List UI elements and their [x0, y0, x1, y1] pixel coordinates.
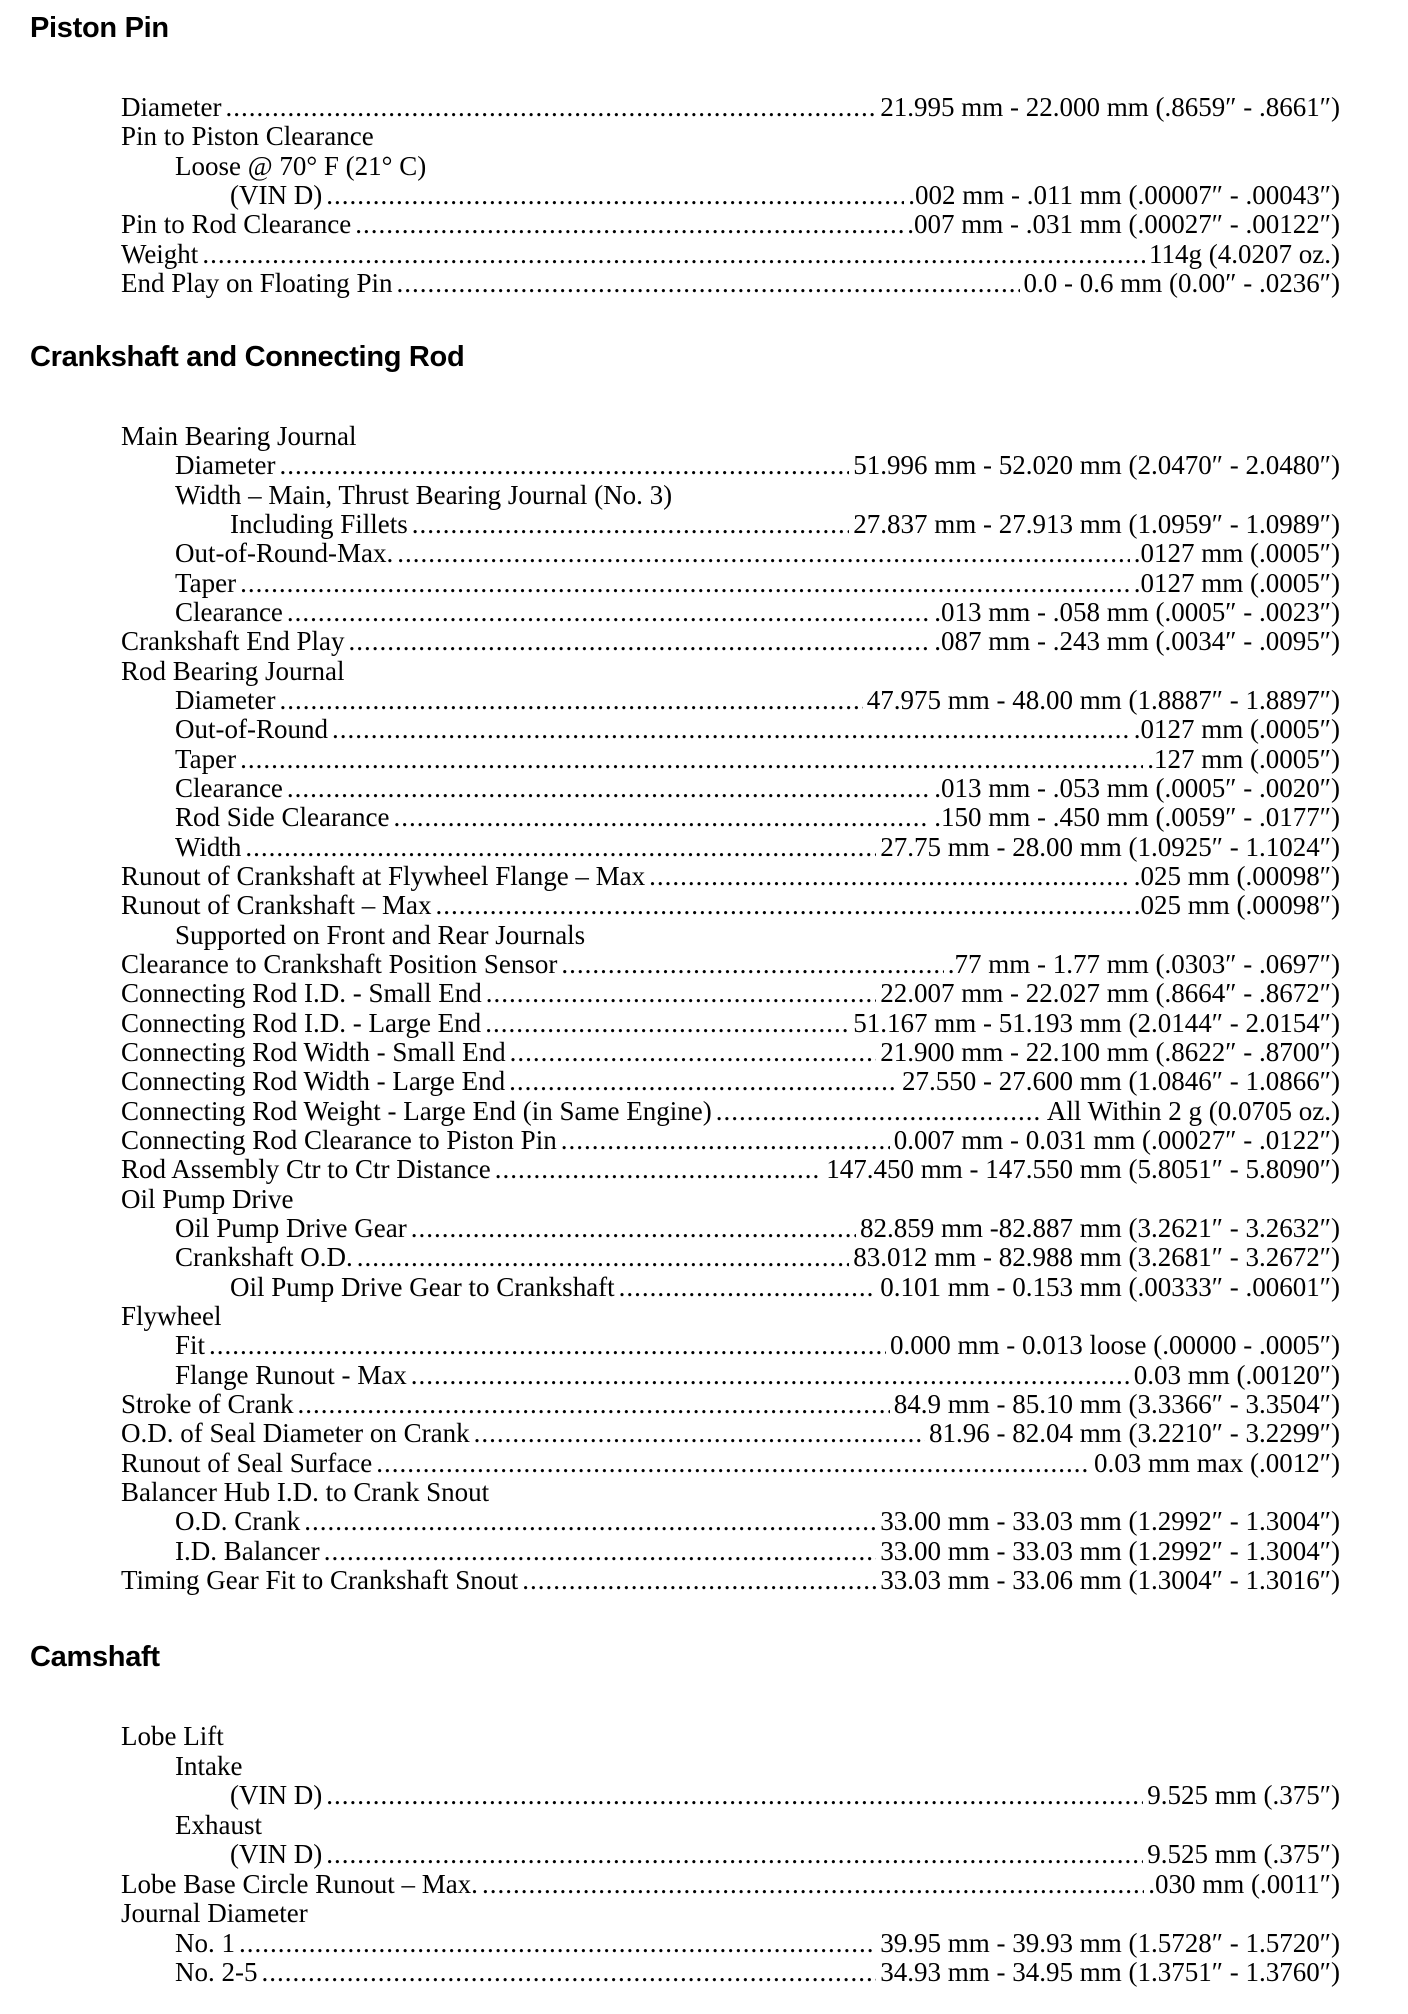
spec-label: End Play on Floating Pin: [121, 267, 393, 298]
dot-leader: [561, 950, 943, 979]
spec-value: .007 mm - .031 mm (.00027″ - .00122″): [907, 209, 1340, 240]
spec-value: 51.167 mm - 51.193 mm (2.0144″ - 2.0154″): [853, 1007, 1340, 1038]
spec-row: [0, 240, 1408, 269]
spec-row: [0, 422, 1408, 451]
spec-label: No. 1: [175, 1927, 235, 1958]
spec-row: [0, 93, 1408, 122]
spec-value: 39.95 mm - 39.93 mm (1.5728″ - 1.5720″): [880, 1927, 1340, 1958]
spec-label: I.D. Balancer: [175, 1535, 320, 1566]
spec-label: Taper: [175, 567, 237, 598]
spec-row: [0, 269, 1408, 298]
dot-leader: [348, 627, 930, 656]
spec-label: Weight: [121, 238, 199, 269]
dot-leader: [245, 833, 876, 862]
spec-value: 33.03 mm - 33.06 mm (1.3004″ - 1.3016″): [880, 1564, 1340, 1595]
dot-leader: [297, 1390, 889, 1419]
spec-row: [0, 1097, 1408, 1126]
spec-label: Flywheel: [121, 1300, 222, 1331]
spec-row: [0, 1449, 1408, 1478]
spec-value: 27.837 mm - 27.913 mm (1.0959″ - 1.0989″): [853, 508, 1340, 539]
dot-leader: [202, 240, 1145, 269]
spec-row: [0, 152, 1408, 181]
spec-row: [0, 921, 1408, 950]
dot-leader: [509, 1067, 898, 1096]
spec-row: [0, 122, 1408, 151]
spec-value: 21.995 mm - 22.000 mm (.8659″ - .8661″): [880, 92, 1340, 122]
spec-label: No. 2-5: [175, 1957, 258, 1987]
spec-value: 0.101 mm - 0.153 mm (.00333″ - .00601″): [880, 1271, 1340, 1302]
spec-row: [0, 1811, 1408, 1840]
dot-leader: [522, 1566, 876, 1595]
dot-leader: [279, 451, 849, 480]
spec-row: [0, 715, 1408, 744]
spec-value: 0.03 mm (.00120″): [1133, 1359, 1340, 1390]
dot-leader: [225, 93, 876, 122]
spec-label: Stroke of Crank: [121, 1388, 294, 1419]
spec-label: Taper: [175, 743, 237, 774]
spec-label: Diameter: [121, 92, 222, 122]
dot-leader: [649, 862, 1130, 891]
spec-label: Lobe Lift: [121, 1721, 224, 1751]
spec-row: [0, 803, 1408, 832]
spec-row: [0, 686, 1408, 715]
spec-row: [0, 210, 1408, 239]
spec-value: 27.75 mm - 28.00 mm (1.0925″ - 1.1024″): [880, 831, 1340, 862]
dot-leader: [619, 1273, 877, 1302]
spec-label: Crankshaft O.D.: [175, 1242, 353, 1273]
dot-leader: [411, 1214, 856, 1243]
dot-leader: [326, 1781, 1143, 1810]
spec-label: Including Fillets: [230, 508, 408, 539]
spec-label: Runout of Crankshaft – Max: [121, 890, 432, 921]
spec-row: [0, 833, 1408, 862]
section-heading: Piston Pin: [30, 12, 169, 44]
dot-leader: [287, 774, 930, 803]
spec-label: Connecting Rod Width - Small End: [121, 1036, 506, 1067]
spec-row: [0, 745, 1408, 774]
spec-row: [0, 950, 1408, 979]
spec-row: [0, 598, 1408, 627]
spec-row: [0, 1929, 1408, 1958]
spec-row: [0, 1067, 1408, 1096]
spec-value: .013 mm - .058 mm (.0005″ - .0023″): [934, 596, 1340, 627]
spec-label: Balancer Hub I.D. to Crank Snout: [121, 1476, 490, 1507]
spec-row: [0, 1722, 1408, 1751]
spec-row: [0, 1781, 1408, 1810]
dot-leader: [326, 1840, 1143, 1869]
dot-leader: [324, 1537, 877, 1566]
spec-row: [0, 891, 1408, 920]
spec-label: (VIN D): [230, 179, 323, 210]
spec-value: 9.525 mm (.375″): [1147, 1839, 1340, 1869]
dot-leader: [240, 569, 1130, 598]
spec-label: Journal Diameter: [121, 1898, 308, 1928]
spec-label: Out-of-Round-Max.: [175, 538, 394, 569]
spec-row: [0, 1302, 1408, 1331]
spec-value: 34.93 mm - 34.95 mm (1.3751″ - 1.3760″): [880, 1957, 1340, 1987]
spec-row: [0, 1331, 1408, 1360]
dot-leader: [716, 1097, 1043, 1126]
spec-value: 0.000 mm - 0.013 loose (.00000 - .0005″): [890, 1330, 1340, 1361]
dot-leader: [486, 979, 877, 1008]
spec-row: [0, 862, 1408, 891]
spec-row: [0, 657, 1408, 686]
dot-leader: [485, 1009, 849, 1038]
spec-label: Rod Side Clearance: [175, 802, 390, 833]
dot-leader: [397, 539, 1130, 568]
dot-leader: [561, 1126, 890, 1155]
spec-value: .77 mm - 1.77 mm (.0303″ - .0697″): [947, 948, 1340, 979]
spec-value: .0127 mm (.0005″): [1133, 714, 1340, 745]
spec-label: Connecting Rod Width - Large End: [121, 1066, 506, 1097]
spec-label: Pin to Rod Clearance: [121, 209, 352, 240]
spec-row: [0, 1507, 1408, 1536]
spec-label: Rod Assembly Ctr to Ctr Distance: [121, 1154, 491, 1185]
spec-label: Clearance: [175, 596, 283, 627]
spec-row: [0, 481, 1408, 510]
dot-leader: [326, 181, 904, 210]
spec-value: .030 mm (.0011″): [1148, 1868, 1340, 1899]
dot-leader: [279, 686, 862, 715]
spec-row: [0, 1214, 1408, 1243]
dot-leader: [495, 1155, 823, 1184]
spec-label: (VIN D): [230, 1839, 323, 1869]
dot-leader: [411, 1361, 1130, 1390]
dot-leader: [393, 803, 930, 832]
dot-leader: [435, 891, 1129, 920]
spec-row: [0, 1273, 1408, 1302]
section-heading: Crankshaft and Connecting Rod: [30, 341, 465, 373]
dot-leader: [412, 510, 850, 539]
spec-value: 22.007 mm - 22.027 mm (.8664″ - .8672″): [880, 978, 1340, 1009]
dot-leader: [239, 1929, 876, 1958]
spec-label: Oil Pump Drive: [121, 1183, 294, 1214]
dot-leader: [287, 598, 930, 627]
spec-label: Width: [175, 831, 242, 862]
dot-leader: [510, 1038, 877, 1067]
spec-value: 0.0 - 0.6 mm (0.00″ - .0236″): [1023, 267, 1340, 298]
spec-value: 33.00 mm - 33.03 mm (1.2992″ - 1.3004″): [880, 1506, 1340, 1537]
spec-label: Clearance to Crankshaft Position Sensor: [121, 948, 558, 979]
spec-value: 21.900 mm - 22.100 mm (.8622″ - .8700″): [880, 1036, 1340, 1067]
spec-value: 0.007 mm - 0.031 mm (.00027″ - .0122″): [893, 1124, 1340, 1155]
spec-row: [0, 1840, 1408, 1869]
spec-value: .002 mm - .011 mm (.00007″ - .00043″): [908, 179, 1340, 210]
spec-value: .0127 mm (.0005″): [1133, 538, 1340, 569]
spec-label: Pin to Piston Clearance: [121, 121, 374, 152]
dot-leader: [304, 1507, 876, 1536]
spec-row: [0, 569, 1408, 598]
spec-value: 47.975 mm - 48.00 mm (1.8887″ - 1.8897″): [866, 684, 1340, 715]
spec-value: .127 mm (.0005″): [1147, 743, 1340, 774]
spec-label: Flange Runout - Max: [175, 1359, 407, 1390]
spec-row: [0, 1126, 1408, 1155]
spec-label: Width – Main, Thrust Bearing Journal (No. 3): [175, 479, 673, 510]
spec-row: [0, 1478, 1408, 1507]
spec-value: 9.525 mm (.375″): [1147, 1780, 1340, 1810]
spec-row: [0, 1361, 1408, 1390]
spec-row: [0, 1009, 1408, 1038]
spec-row: [0, 1899, 1408, 1928]
spec-value: 51.996 mm - 52.020 mm (2.0470″ - 2.0480″): [853, 450, 1340, 481]
spec-row: [0, 1752, 1408, 1781]
spec-label: Timing Gear Fit to Crankshaft Snout: [121, 1564, 519, 1595]
spec-row: [0, 979, 1408, 1008]
spec-label: Oil Pump Drive Gear to Crankshaft: [230, 1271, 615, 1302]
spec-label: Lobe Base Circle Runout – Max.: [121, 1868, 478, 1899]
spec-row: [0, 1537, 1408, 1566]
spec-row: [0, 510, 1408, 539]
spec-value: .150 mm - .450 mm (.0059″ - .0177″): [934, 802, 1340, 833]
spec-label: Connecting Rod Clearance to Piston Pin: [121, 1124, 557, 1155]
spec-label: Diameter: [175, 450, 276, 481]
dot-leader: [397, 269, 1020, 298]
spec-value: 114g (4.0207 oz.): [1149, 238, 1340, 269]
spec-row: [0, 1185, 1408, 1214]
spec-label: Connecting Rod I.D. - Large End: [121, 1007, 482, 1038]
spec-row: [0, 181, 1408, 210]
spec-label: O.D. of Seal Diameter on Crank: [121, 1418, 470, 1449]
spec-value: 84.9 mm - 85.10 mm (3.3366″ - 3.3504″): [893, 1388, 1340, 1419]
spec-label: Clearance: [175, 772, 283, 803]
spec-label: Out-of-Round: [175, 714, 328, 745]
spec-label: Rod Bearing Journal: [121, 655, 345, 686]
spec-row: [0, 1566, 1408, 1595]
spec-value: 82.859 mm -82.887 mm (3.2621″ - 3.2632″): [860, 1212, 1340, 1243]
dot-leader: [474, 1419, 925, 1448]
spec-value: 147.450 mm - 147.550 mm (5.8051″ - 5.8090″): [826, 1154, 1340, 1185]
spec-label: Crankshaft End Play: [121, 626, 345, 657]
spec-row: [0, 1243, 1408, 1272]
dot-leader: [376, 1449, 1090, 1478]
spec-label: Fit: [175, 1330, 206, 1361]
spec-value: 33.00 mm - 33.03 mm (1.2992″ - 1.3004″): [880, 1535, 1340, 1566]
spec-label: Connecting Rod Weight - Large End (in Same Engine): [121, 1095, 712, 1126]
spec-label: (VIN D): [230, 1780, 323, 1810]
spec-label: Oil Pump Drive Gear: [175, 1212, 407, 1243]
dot-leader: [262, 1958, 877, 1987]
spec-value: .025 mm (.00098″): [1133, 860, 1340, 891]
spec-value: .087 mm - .243 mm (.0034″ - .0095″): [934, 626, 1340, 657]
section-heading: Camshaft: [30, 1641, 160, 1673]
spec-row: [0, 1155, 1408, 1184]
spec-label: Main Bearing Journal: [121, 421, 357, 451]
dot-leader: [240, 745, 1143, 774]
spec-label: Exhaust: [175, 1809, 262, 1840]
spec-row: [0, 1958, 1408, 1987]
spec-label: Diameter: [175, 684, 276, 715]
spec-label: Loose @ 70° F (21° C): [175, 150, 427, 181]
spec-label: Intake: [175, 1750, 243, 1781]
spec-row: [0, 1870, 1408, 1899]
spec-label: O.D. Crank: [175, 1506, 301, 1537]
dot-leader: [209, 1331, 886, 1360]
spec-value: .025 mm (.00098″): [1133, 890, 1340, 921]
dot-leader: [357, 1243, 850, 1272]
spec-value: 27.550 - 27.600 mm (1.0846″ - 1.0866″): [902, 1066, 1340, 1097]
spec-row: [0, 774, 1408, 803]
spec-row: [0, 539, 1408, 568]
spec-value: 83.012 mm - 82.988 mm (3.2681″ - 3.2672″): [853, 1242, 1340, 1273]
spec-row: [0, 1390, 1408, 1419]
spec-label: Runout of Crankshaft at Flywheel Flange – Max: [121, 860, 646, 891]
dot-leader: [482, 1870, 1144, 1899]
spec-row: [0, 1038, 1408, 1067]
spec-row: [0, 451, 1408, 480]
dot-leader: [355, 210, 903, 239]
spec-value: .013 mm - .053 mm (.0005″ - .0020″): [934, 772, 1340, 803]
spec-label: Runout of Seal Surface: [121, 1447, 373, 1478]
dot-leader: [332, 715, 1130, 744]
spec-value: .0127 mm (.0005″): [1133, 567, 1340, 598]
spec-label: Supported on Front and Rear Journals: [175, 919, 586, 950]
spec-row: [0, 1419, 1408, 1448]
spec-value: All Within 2 g (0.0705 oz.): [1046, 1095, 1340, 1126]
spec-row: [0, 627, 1408, 656]
spec-value: 81.96 - 82.04 mm (3.2210″ - 3.2299″): [929, 1418, 1340, 1449]
spec-value: 0.03 mm max (.0012″): [1094, 1447, 1340, 1478]
spec-label: Connecting Rod I.D. - Small End: [121, 978, 482, 1009]
